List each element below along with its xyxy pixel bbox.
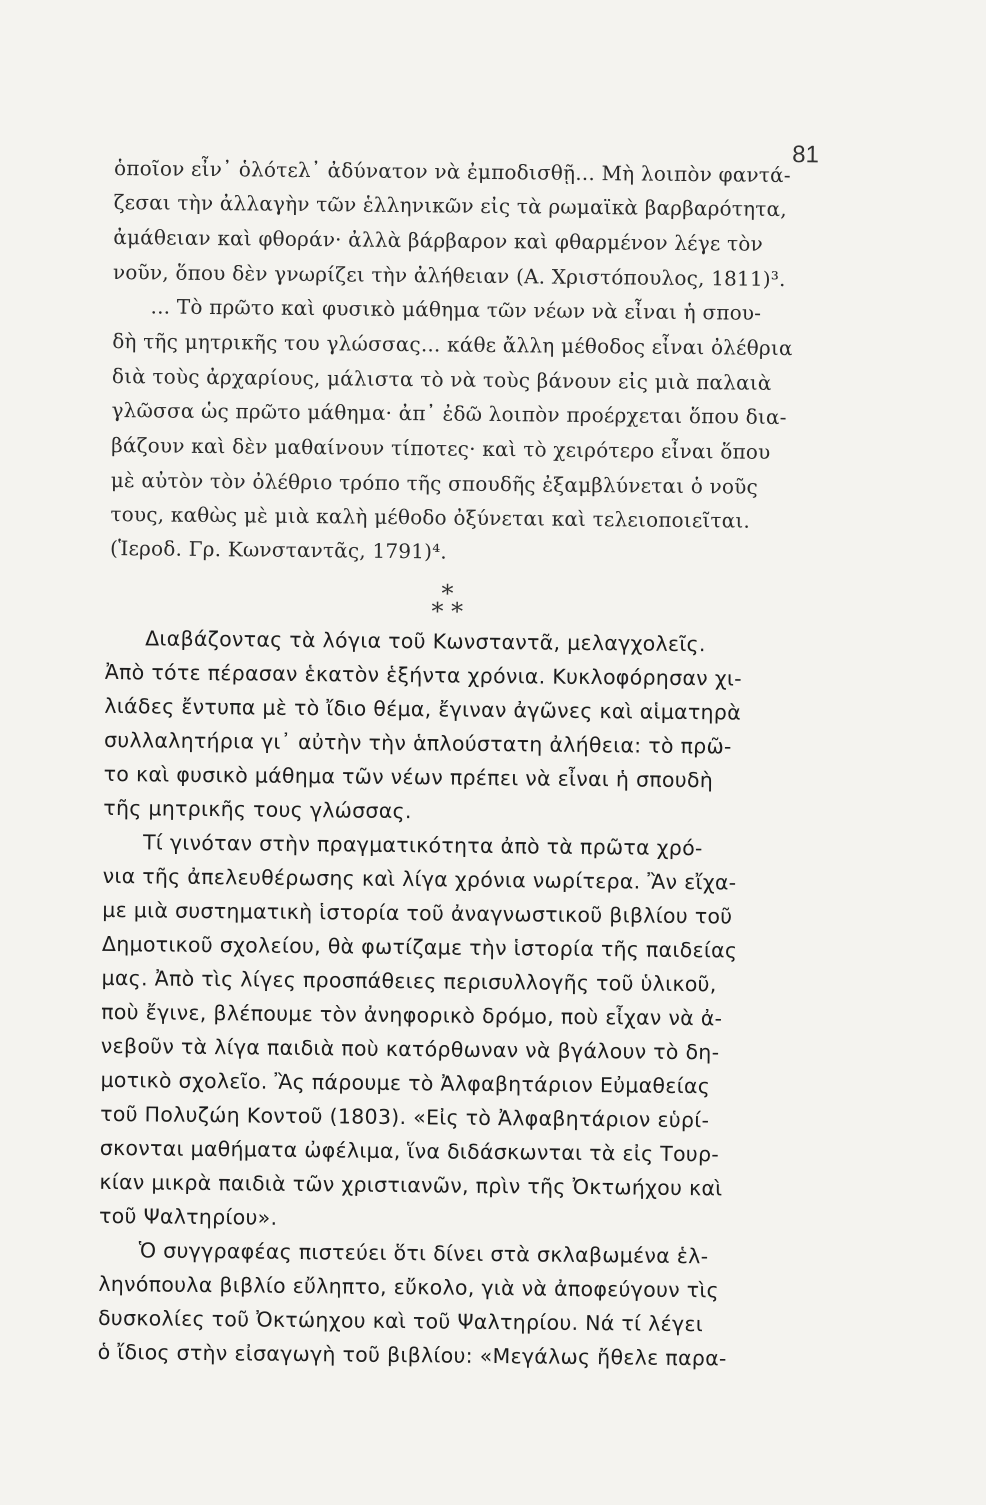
body-line: ποὺ ἔγινε, βλέπουμε τὸν ἀνηφορικὸ δρόμο, ποὺ εἶχαν νὰ ἀ- — [101, 999, 723, 1031]
body-line: το καὶ φυσικὸ μάθημα τῶν νέων πρέπει νὰ εἶναι ἡ σπουδὴ — [103, 761, 714, 793]
quote-line: νοῦν, ὅπου δὲν γνωρίζει τὴν ἀλήθειαν (Α. Χριστόπουλος, 1811)³. — [112, 259, 786, 292]
quote-line: ἀμάθειαν καὶ φθοράν· ἀλλὰ βάρβαρον καὶ φθαρμένον λέγε τὸν — [113, 224, 764, 256]
body-line: ὁ ἴδιος στὴν εἰσαγωγὴ τοῦ βιβλίου: «Μεγάλως ἤθελε παρα- — [97, 1339, 727, 1371]
quote-line: διὰ τοὺς ἀρχαρίους, μάλιστα τὸ νὰ τοὺς βάνουν εἰς μιὰ παλαιὰ — [111, 363, 772, 395]
body-line: σκονται μαθήματα ὠφέλιμα, ἵνα διδάσκωνται τὰ εἰς Τουρ- — [99, 1135, 720, 1167]
body-line: λιάδες ἔντυπα μὲ τὸ ἴδιο θέμα, ἔγιναν ἀγῶνες καὶ αἱματηρὰ — [104, 693, 742, 725]
body-line: δυσκολίες τοῦ Ὀκτώηχου καὶ τοῦ Ψαλτηρίου. Νά τί λέγει — [97, 1305, 704, 1337]
body-line: κίαν μικρὰ παιδιὰ τῶν χριστιανῶν, πρὶν τῆς Ὀκτωήχου καὶ — [99, 1169, 723, 1201]
quote-line: ὁποῖον εἶν᾿ ὁλότελ᾿ ἀδύνατον νὰ ἐμποδισθῇ... Μὴ λοιπὸν φαντά- — [113, 156, 791, 188]
body-line: ληνόπουλα βιβλίο εὔληπτο, εὔκολο, γιὰ νὰ ἀποφεύγουν τὶς — [98, 1271, 720, 1303]
quoted-passage — [8, 0, 986, 564]
page-number: 81 — [792, 141, 820, 169]
body-line: Διαβάζοντας τὰ λόγια τοῦ Κωνσταντᾶ, μελαγχολεῖς. — [145, 626, 706, 657]
quote-line: μὲ αὐτὸν τὸν ὀλέθριο τρόπο τῆς σπουδῆς ἐξαμβλύνεται ὁ νοῦς — [110, 467, 759, 499]
quote-line: τους, καθὼς μὲ μιὰ καλὴ μέθοδο ὀξύνεται καὶ τελειοποιεῖται. — [110, 501, 751, 533]
body-line: τοῦ Πολυζώη Κοντοῦ (1803). «Εἰς τὸ Ἀλφαβητάριον εὑρί- — [100, 1101, 710, 1133]
quote-line: ζεσαι τὴν ἀλλαγὴν τῶν ἑλληνικῶν εἰς τὰ ρωμαϊκὰ βαρβαρότητα, — [113, 189, 787, 222]
quote-line: δὴ τῆς μητρικῆς του γλώσσας... κάθε ἄλλη μέθοδος εἶναι ὀλέθρια — [112, 328, 793, 361]
body-line: τοῦ Ψαλτηρίου». — [98, 1203, 278, 1230]
quote-line: βάζουν καὶ δὲν μαθαίνουν τίποτες· καὶ τὸ χειρότερο εἶναι ὅπου — [111, 432, 771, 464]
body-line: τῆς μητρικῆς τους γλώσσας. — [103, 795, 412, 824]
body-line: Ὁ συγγραφέας πιστεύει ὅτι δίνει στὰ σκλαβωμένα ἑλ- — [138, 1238, 709, 1269]
body-line: Δημοτικοῦ σχολείου, θὰ φωτίζαμε τὴν ἱστορία τῆς παιδείας — [101, 931, 738, 963]
body-line: Τί γινόταν στὴν πραγματικότητα ἀπὸ τὰ πρῶτα χρό- — [142, 830, 703, 861]
body-line: Ἀπὸ τότε πέρασαν ἑκατὸν ἑξήντα χρόνια. Κυκλοφόρησαν χι- — [104, 659, 743, 691]
quote-line: γλῶσσα ὡς πρῶτο μάθημα· ἀπ᾿ ἐδῶ λοιπὸν προέρχεται ὅπου δια- — [111, 397, 787, 430]
body-line: νια τῆς ἀπελευθέρωσης καὶ λίγα χρόνια νωρίτερα. Ἂν εἴχα- — [102, 863, 737, 895]
section-separator: * * * — [431, 579, 464, 626]
quote-line: ... Τὸ πρῶτο καὶ φυσικὸ μάθημα τῶν νέων νὰ εἶναι ἡ σπου- — [150, 294, 762, 325]
body-line: νεβοῦν τὰ λίγα παιδιὰ ποὺ κατόρθωναν νὰ βγάλουν τὸ δη- — [100, 1033, 720, 1065]
body-line: με μιὰ συστηματικὴ ἱστορία τοῦ ἀναγνωστικοῦ βιβλίου τοῦ — [102, 897, 733, 929]
body-line: συλλαλητήρια γι᾿ αὐτὴν τὴν ἁπλούστατη ἀλήθεια: τὸ πρῶ- — [103, 727, 732, 759]
body-line: μοτικὸ σχολεῖο. Ἂς πάρουμε τὸ Ἀλφαβητάριον Εὐμαθείας — [100, 1067, 711, 1099]
body-line: μας. Ἀπὸ τὶς λίγες προσπάθειες περισυλλογῆς τοῦ ὑλικοῦ, — [101, 965, 717, 997]
quote-line: (Ἱεροδ. Γρ. Κωνσταντᾶς, 1791)⁴. — [109, 535, 448, 564]
